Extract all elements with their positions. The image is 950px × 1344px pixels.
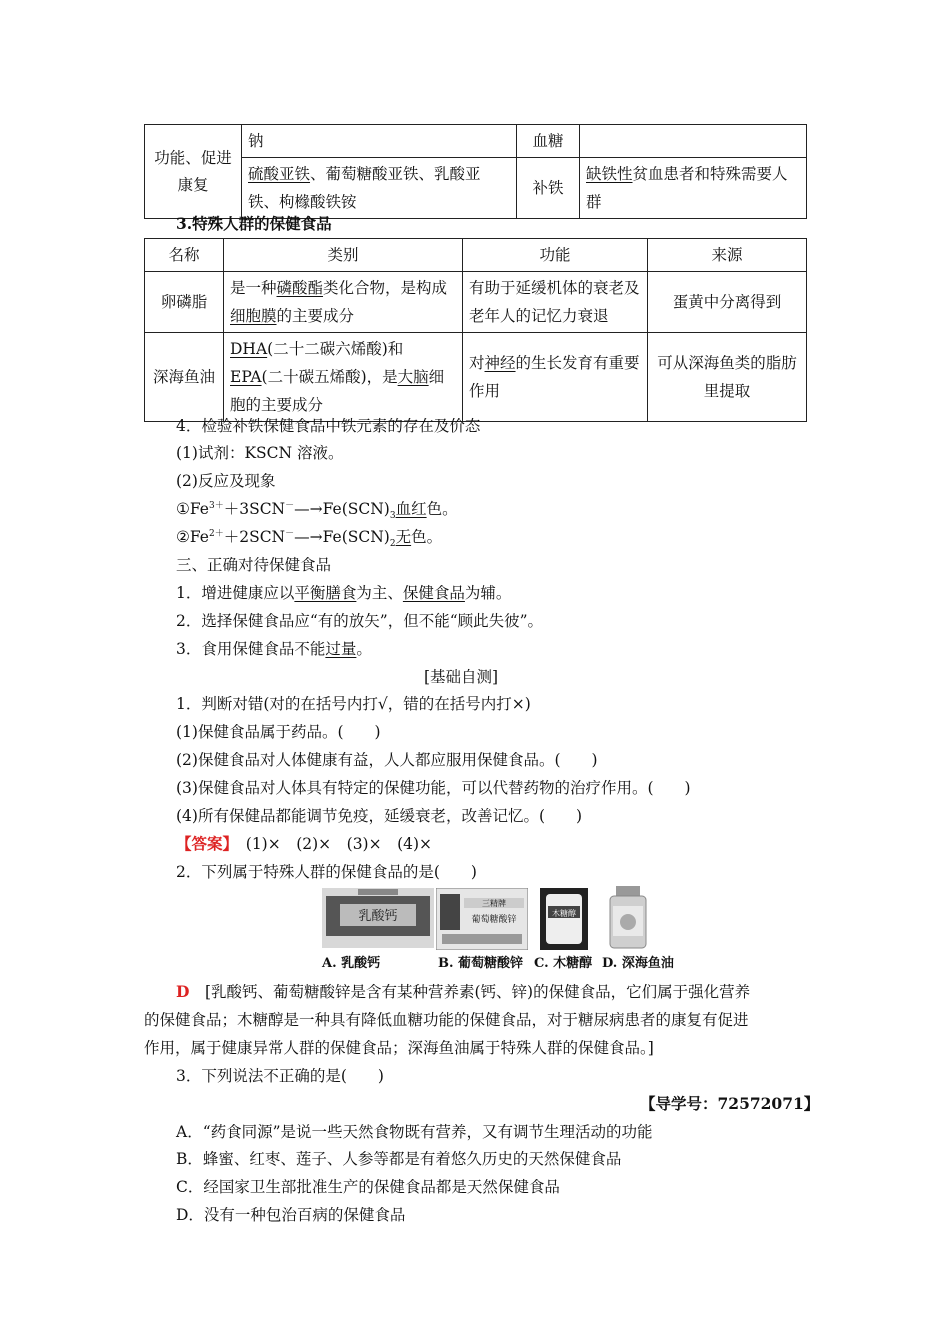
eq-text: ②Fe xyxy=(176,528,209,546)
row1-cat-underlined: 细胞膜 xyxy=(230,307,277,325)
row1-cat-text: 的主要成分 xyxy=(276,307,355,325)
question3: 3．下列说法不正确的是( ) xyxy=(176,1067,384,1085)
xylitol-bottle-image xyxy=(540,888,588,950)
iron-compound-underlined: 硫酸亚铁 xyxy=(248,165,311,183)
question2-explanation-line2: 的保健食品；木糖醇是一种具有降低血糖功能的保健食品，对于糖尿病患者的康复有促进 xyxy=(144,1011,749,1029)
eq-sup: 3＋ xyxy=(208,500,224,511)
pic-label-a: A. 乳酸钙 xyxy=(322,956,381,971)
row2-cat-text: (二十二碳六烯酸)和 xyxy=(267,340,404,358)
answer-line xyxy=(176,832,432,854)
iron-target-rest: 贫血患者和特殊需要人群 xyxy=(586,165,788,211)
eq-sub: 3 xyxy=(389,511,396,522)
part3-line1 xyxy=(176,581,511,603)
function-table xyxy=(144,124,807,219)
part3-line2: 2．选择保健食品应“有的放矢”，但不能“顾此失彼”。 xyxy=(176,612,544,630)
question2: 2．下列属于特殊人群的保健食品的是( ) xyxy=(176,863,477,881)
p3-underlined: 平衡膳食 xyxy=(294,584,357,602)
row2-cat-text: 细胞的主要成分 xyxy=(230,368,445,414)
question1-item4: (4)所有保健品都能调节免疫，延缓衰老，改善记忆。( ) xyxy=(176,807,583,825)
eq-text: —→Fe(SCN) xyxy=(294,500,390,518)
row1-category xyxy=(224,272,463,333)
row2-function xyxy=(463,333,648,422)
eq-sup: － xyxy=(285,500,295,511)
row2-category xyxy=(224,333,463,422)
p3-text: 3．食用保健食品不能 xyxy=(176,640,326,658)
eq-sub: 2 xyxy=(389,539,396,550)
svg-text:葡萄糖酸锌: 葡萄糖酸锌 xyxy=(471,915,517,925)
selftest-title: [基础自测] xyxy=(424,668,499,686)
eq-text: —→Fe(SCN) xyxy=(294,528,390,546)
question3-option-a: A．“药食同源”是说一些天然食物既有营养，又有调节生理活动的功能 xyxy=(176,1123,653,1141)
svg-text:木糖醇: 木糖醇 xyxy=(552,909,576,918)
row1-cat-text: 是一种 xyxy=(230,279,277,297)
row2-cat-underlined: DHA xyxy=(230,340,268,358)
pic-label-c: C. 木糖醇 xyxy=(534,956,593,971)
table1-cell-empty xyxy=(580,125,807,158)
p3-text: 。 xyxy=(356,640,372,658)
table1-cell-bloodsugar: 血糖 xyxy=(517,125,580,158)
equation-fe2 xyxy=(176,525,442,549)
row2-func-text: 对 xyxy=(469,354,485,372)
row2-cat-underlined: 大脑 xyxy=(397,368,429,386)
section3-title: 3.特殊人群的保健食品 xyxy=(176,214,332,233)
calcium-lactate-box-image xyxy=(322,888,434,948)
eq-text: ＋2SCN xyxy=(223,528,286,546)
row1-name: 卵磷脂 xyxy=(145,272,224,333)
question2-explanation-line1 xyxy=(176,980,750,1002)
eq-text: ＋3SCN xyxy=(223,500,286,518)
question2-answer: D xyxy=(176,982,190,1001)
header-function: 功能 xyxy=(463,239,648,272)
eq-text: 色。 xyxy=(426,500,458,518)
section4-reaction: (2)反应及现象 xyxy=(176,472,276,490)
question1-item2: (2)保健食品对人体健康有益，人人都应服用保健食品。( ) xyxy=(176,751,598,769)
header-source: 来源 xyxy=(648,239,807,272)
p3-text: 为辅。 xyxy=(464,584,512,602)
svg-text:乳酸钙: 乳酸钙 xyxy=(358,909,398,924)
p3-text: 1．增进健康应以 xyxy=(176,584,295,602)
p3-text: 为主、 xyxy=(356,584,403,602)
table1-category: 功能、促进康复 xyxy=(145,125,242,219)
row1-source: 蛋黄中分离得到 xyxy=(648,272,807,333)
answer-text: (1)× (2)× (3)× (4)× xyxy=(230,835,433,853)
question3-option-d: D．没有一种包治百病的保健食品 xyxy=(176,1206,406,1224)
p3-underlined: 保健食品 xyxy=(402,584,465,602)
table1-iron-target xyxy=(580,158,807,219)
question2-explanation-line3: 作用，属于健康异常人群的保健食品；深海鱼油属于特殊人群的保健食品。] xyxy=(144,1039,654,1057)
row1-function: 有助于延缓机体的衰老及老年人的记忆力衰退 xyxy=(463,272,648,333)
header-category: 类别 xyxy=(224,239,463,272)
eq-sup: 2＋ xyxy=(208,528,224,539)
zinc-gluconate-box-image xyxy=(436,888,528,950)
pic-label-d: D. 深海鱼油 xyxy=(602,956,674,971)
answer-tag: 【答案】 xyxy=(176,834,231,853)
question1: 1．判断对错(对的在括号内打√，错的在括号内打×) xyxy=(176,695,531,713)
header-name: 名称 xyxy=(145,239,224,272)
product-images xyxy=(318,886,674,972)
row1-cat-underlined: 磷酸酯 xyxy=(276,279,324,297)
eq-underlined: 血红 xyxy=(395,500,427,518)
question3-option-c: C．经国家卫生部批准生产的保健食品都是天然保健食品 xyxy=(176,1178,560,1196)
iron-deficiency-underlined: 缺铁性 xyxy=(586,165,633,183)
row2-name: 深海鱼油 xyxy=(145,333,224,422)
row2-func-text: 的生长发育有重要作用 xyxy=(469,354,640,400)
explanation-text: [乳酸钙、葡萄糖酸锌是含有某种营养素(钙、锌)的保健食品，它们属于强化营养 xyxy=(189,983,751,1001)
table1-iron-supplement: 补铁 xyxy=(517,158,580,219)
table1-cell-sodium: 钠 xyxy=(242,125,517,158)
eq-text: 色。 xyxy=(411,528,443,546)
special-food-table xyxy=(144,238,807,422)
part3-line3 xyxy=(176,637,372,659)
table1-iron-compounds xyxy=(242,158,517,219)
pic-label-b: B. 葡萄糖酸锌 xyxy=(438,956,524,971)
section4-title: 4．检验补铁保健食品中铁元素的存在及价态 xyxy=(176,417,481,435)
row2-source: 可从深海鱼类的脂肪里提取 xyxy=(648,333,807,422)
eq-underlined: 无 xyxy=(395,528,412,546)
fish-oil-bottle-image xyxy=(608,886,648,950)
equation-fe3 xyxy=(176,497,458,521)
row2-func-underlined: 神经 xyxy=(484,354,516,372)
question3-option-b: B．蜂蜜、红枣、莲子、人参等都是有着悠久历史的天然保健食品 xyxy=(176,1150,622,1168)
part3-title: 三、正确对待保健食品 xyxy=(176,556,332,574)
p3-underlined: 过量 xyxy=(325,640,357,658)
row1-cat-text: 类化合物，是构成 xyxy=(323,279,448,297)
svg-text:三精牌: 三精牌 xyxy=(482,899,506,908)
question1-item1: (1)保健食品属于药品。( ) xyxy=(176,723,381,741)
row2-cat-text: (二十碳五烯酸)，是 xyxy=(261,368,398,386)
eq-sup: － xyxy=(285,528,295,539)
question1-item3: (3)保健食品对人体具有特定的保健功能，可以代替药物的治疗作用。( ) xyxy=(176,779,691,797)
section4-reagent: (1)试剂：KSCN 溶液。 xyxy=(176,444,344,462)
guide-number: 【导学号：72572071】 xyxy=(640,1094,820,1113)
iron-compound-rest: 、葡萄糖酸亚铁、乳酸亚铁、枸橼酸铁铵 xyxy=(248,165,481,211)
eq-text: ①Fe xyxy=(176,500,209,518)
row2-cat-underlined: EPA xyxy=(230,368,262,386)
